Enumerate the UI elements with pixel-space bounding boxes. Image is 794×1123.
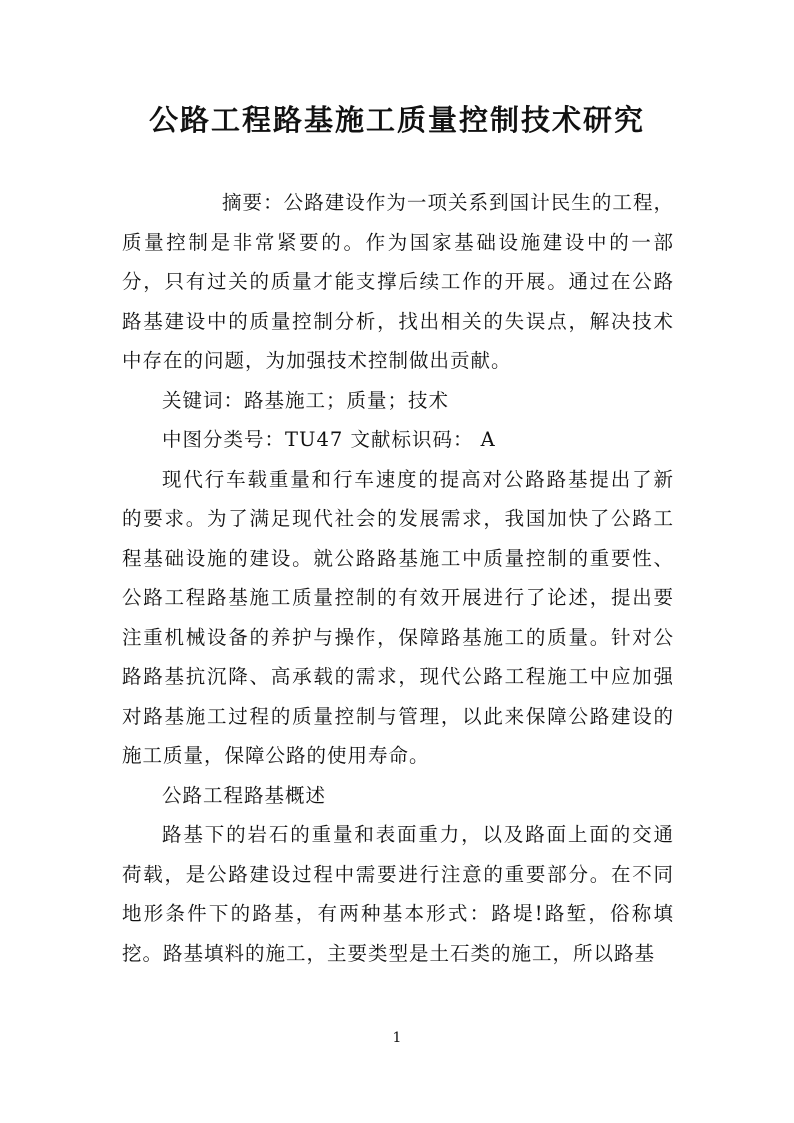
- keywords-line: 关键词：路基施工；质量；技术: [162, 388, 450, 412]
- section-paragraph: 路基下的岩石的重量和表面重力，以及路面上面的交通荷载，是公路建设过程中需要进行注意的重要部分。在不同地形条件下的路基，有两种基本形式：路堤!路堑，俗称填挖。路基填料的施工，主要类型是土石类的施工，所以路基: [122, 823, 674, 965]
- classification-line: 中图分类号：TU47 文献标识码： A: [162, 428, 496, 451]
- abstract-paragraph: 摘要：公路建设作为一项关系到国计民生的工程，质量控制是非常紧要的。作为国家基础设施建设中的一部分，只有过关的质量才能支撑后续工作的开展。通过在公路路基建设中的质量控制分析，找出相关的失误点，解决技术中存在的问题，为加强技术控制做出贡献。: [122, 191, 674, 372]
- document-title: 公路工程路基施工质量控制技术研究: [148, 103, 645, 137]
- document-body: [122, 183, 674, 973]
- intro-paragraph: 现代行车载重量和行车速度的提高对公路路基提出了新的要求。为了满足现代社会的发展需求，我国加快了公路工程基础设施的建设。就公路路基施工中质量控制的重要性、公路工程路基施工质量控制的有效开展进行了论述，提出要注重机械设备的养护与操作，保障路基施工的质量。针对公路路基抗沉降、高承载的需求，现代公路工程施工中应加强对路基施工过程的质量控制与管理，以此来保障公路建设的施工质量，保障公路的使用寿命。: [122, 467, 674, 767]
- page-number: 1: [392, 1030, 402, 1046]
- section-heading: 公路工程路基概述: [162, 783, 327, 807]
